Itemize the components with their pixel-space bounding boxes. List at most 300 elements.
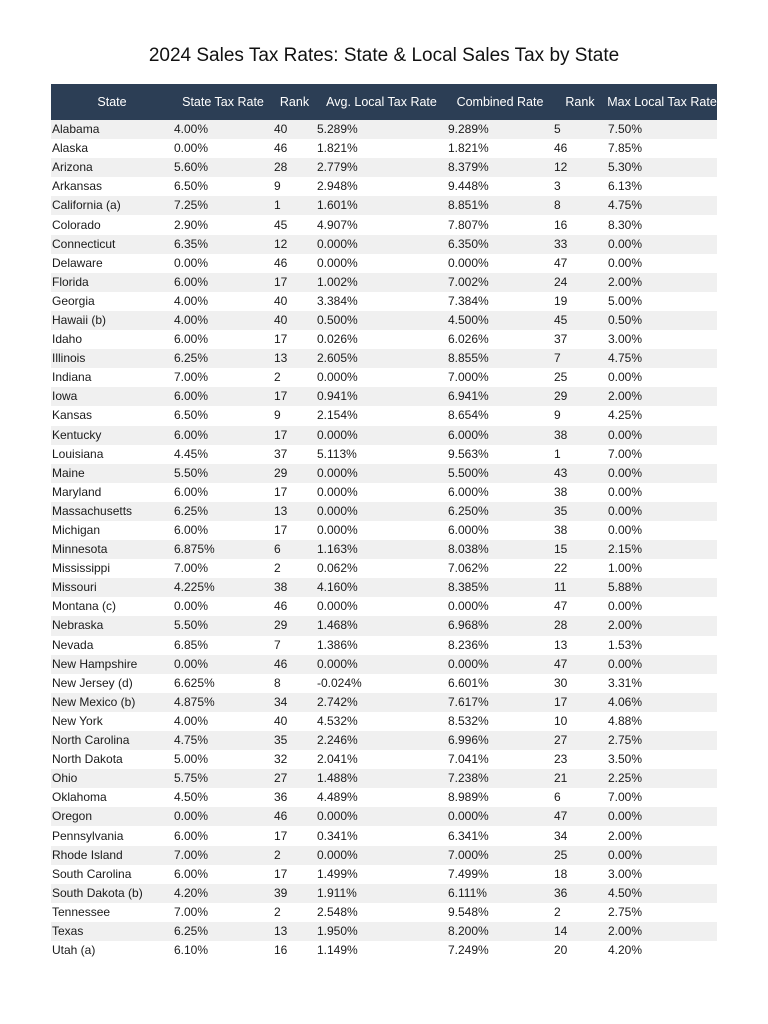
cell-avg-local-tax-rate: 1.601% <box>316 196 447 215</box>
cell-state-tax-rate: 4.50% <box>173 788 273 807</box>
cell-combined-rate: 7.002% <box>447 273 553 292</box>
table-row <box>51 177 717 196</box>
cell-combined-rank: 27 <box>553 731 607 750</box>
cell-combined-rate: 0.000% <box>447 597 553 616</box>
cell-avg-local-tax-rate: 5.289% <box>316 120 447 139</box>
cell-combined-rate: 5.500% <box>447 464 553 483</box>
cell-avg-local-tax-rate: 0.000% <box>316 464 447 483</box>
header-rank: Rank <box>273 84 316 120</box>
cell-combined-rate: 9.563% <box>447 445 553 464</box>
cell-combined-rank: 24 <box>553 273 607 292</box>
table-row <box>51 273 717 292</box>
cell-combined-rank: 5 <box>553 120 607 139</box>
cell-combined-rank: 6 <box>553 788 607 807</box>
table-row <box>51 292 717 311</box>
table-row <box>51 349 717 368</box>
cell-state-tax-rate: 4.875% <box>173 693 273 712</box>
cell-state: California (a) <box>51 196 173 215</box>
table-row <box>51 483 717 502</box>
cell-avg-local-tax-rate: 0.000% <box>316 254 447 273</box>
cell-avg-local-tax-rate: 0.000% <box>316 483 447 502</box>
cell-combined-rate: 8.851% <box>447 196 553 215</box>
table-row <box>51 330 717 349</box>
table-row <box>51 158 717 177</box>
cell-combined-rate: 6.996% <box>447 731 553 750</box>
cell-state-tax-rate: 0.00% <box>173 139 273 158</box>
cell-state: Alabama <box>51 120 173 139</box>
cell-avg-local-tax-rate: 1.468% <box>316 616 447 635</box>
cell-max-local-tax-rate: 2.00% <box>607 616 717 635</box>
cell-state-tax-rate: 6.00% <box>173 826 273 845</box>
cell-max-local-tax-rate: 7.00% <box>607 788 717 807</box>
cell-state: Oregon <box>51 807 173 826</box>
cell-rank: 2 <box>273 368 316 387</box>
cell-state: Maryland <box>51 483 173 502</box>
table-row <box>51 807 717 826</box>
cell-state-tax-rate: 4.00% <box>173 712 273 731</box>
cell-combined-rate: 7.000% <box>447 368 553 387</box>
table-row <box>51 578 717 597</box>
cell-combined-rate: 6.968% <box>447 616 553 635</box>
cell-rank: 2 <box>273 559 316 578</box>
table-row <box>51 502 717 521</box>
cell-state: Minnesota <box>51 540 173 559</box>
table-row <box>51 215 717 234</box>
cell-combined-rank: 36 <box>553 884 607 903</box>
cell-max-local-tax-rate: 0.00% <box>607 807 717 826</box>
cell-avg-local-tax-rate: 2.548% <box>316 903 447 922</box>
table-row <box>51 769 717 788</box>
cell-state: Alaska <box>51 139 173 158</box>
cell-combined-rank: 47 <box>553 597 607 616</box>
cell-state: South Dakota (b) <box>51 884 173 903</box>
cell-rank: 17 <box>273 273 316 292</box>
cell-state-tax-rate: 4.225% <box>173 578 273 597</box>
cell-combined-rank: 15 <box>553 540 607 559</box>
cell-max-local-tax-rate: 5.00% <box>607 292 717 311</box>
cell-state: New Hampshire <box>51 655 173 674</box>
cell-rank: 16 <box>273 941 316 960</box>
cell-max-local-tax-rate: 4.75% <box>607 196 717 215</box>
cell-rank: 2 <box>273 903 316 922</box>
cell-avg-local-tax-rate: 4.532% <box>316 712 447 731</box>
cell-combined-rank: 2 <box>553 903 607 922</box>
cell-state: Nebraska <box>51 616 173 635</box>
cell-state: Pennsylvania <box>51 826 173 845</box>
cell-combined-rank: 30 <box>553 674 607 693</box>
cell-state-tax-rate: 0.00% <box>173 807 273 826</box>
cell-combined-rate: 8.855% <box>447 349 553 368</box>
cell-combined-rate: 8.038% <box>447 540 553 559</box>
cell-avg-local-tax-rate: 2.779% <box>316 158 447 177</box>
cell-state: Louisiana <box>51 445 173 464</box>
cell-combined-rank: 21 <box>553 769 607 788</box>
cell-state: Hawaii (b) <box>51 311 173 330</box>
cell-state: Ohio <box>51 769 173 788</box>
cell-state-tax-rate: 5.50% <box>173 616 273 635</box>
cell-combined-rate: 6.026% <box>447 330 553 349</box>
cell-max-local-tax-rate: 7.85% <box>607 139 717 158</box>
table-row <box>51 139 717 158</box>
cell-avg-local-tax-rate: 0.000% <box>316 426 447 445</box>
cell-rank: 34 <box>273 693 316 712</box>
cell-avg-local-tax-rate: 3.384% <box>316 292 447 311</box>
sales-tax-table <box>51 84 717 960</box>
cell-state: Connecticut <box>51 235 173 254</box>
cell-max-local-tax-rate: 0.00% <box>607 502 717 521</box>
table-row <box>51 120 717 139</box>
cell-combined-rate: 7.617% <box>447 693 553 712</box>
cell-rank: 46 <box>273 139 316 158</box>
cell-combined-rate: 6.601% <box>447 674 553 693</box>
cell-avg-local-tax-rate: 0.500% <box>316 311 447 330</box>
cell-max-local-tax-rate: 5.30% <box>607 158 717 177</box>
cell-combined-rank: 47 <box>553 254 607 273</box>
cell-avg-local-tax-rate: 1.002% <box>316 273 447 292</box>
cell-state: Iowa <box>51 387 173 406</box>
cell-combined-rate: 9.289% <box>447 120 553 139</box>
cell-max-local-tax-rate: 7.50% <box>607 120 717 139</box>
cell-combined-rate: 9.448% <box>447 177 553 196</box>
cell-rank: 17 <box>273 387 316 406</box>
cell-avg-local-tax-rate: 0.026% <box>316 330 447 349</box>
cell-state-tax-rate: 6.25% <box>173 502 273 521</box>
table-row <box>51 235 717 254</box>
cell-rank: 9 <box>273 406 316 425</box>
table-row <box>51 254 717 273</box>
cell-rank: 46 <box>273 597 316 616</box>
cell-combined-rate: 1.821% <box>447 139 553 158</box>
cell-state-tax-rate: 6.00% <box>173 483 273 502</box>
cell-combined-rank: 11 <box>553 578 607 597</box>
cell-avg-local-tax-rate: 2.605% <box>316 349 447 368</box>
cell-rank: 7 <box>273 636 316 655</box>
cell-state: Maine <box>51 464 173 483</box>
table-row <box>51 368 717 387</box>
cell-combined-rate: 8.989% <box>447 788 553 807</box>
cell-state: North Dakota <box>51 750 173 769</box>
cell-combined-rank: 19 <box>553 292 607 311</box>
cell-max-local-tax-rate: 2.75% <box>607 903 717 922</box>
cell-state-tax-rate: 7.00% <box>173 903 273 922</box>
header-row <box>51 84 717 120</box>
cell-state-tax-rate: 6.85% <box>173 636 273 655</box>
cell-rank: 13 <box>273 922 316 941</box>
cell-max-local-tax-rate: 2.75% <box>607 731 717 750</box>
cell-state: Tennessee <box>51 903 173 922</box>
cell-combined-rank: 14 <box>553 922 607 941</box>
cell-combined-rank: 9 <box>553 406 607 425</box>
cell-state: Arkansas <box>51 177 173 196</box>
cell-combined-rate: 7.062% <box>447 559 553 578</box>
table-row <box>51 693 717 712</box>
table-row <box>51 311 717 330</box>
header-avg-local-tax-rate: Avg. Local Tax Rate <box>316 84 447 120</box>
cell-state-tax-rate: 7.00% <box>173 368 273 387</box>
cell-max-local-tax-rate: 0.00% <box>607 426 717 445</box>
cell-avg-local-tax-rate: 2.246% <box>316 731 447 750</box>
header-state: State <box>51 84 173 120</box>
cell-max-local-tax-rate: 2.00% <box>607 826 717 845</box>
cell-state-tax-rate: 0.00% <box>173 655 273 674</box>
cell-max-local-tax-rate: 0.00% <box>607 235 717 254</box>
cell-rank: 37 <box>273 445 316 464</box>
cell-max-local-tax-rate: 7.00% <box>607 445 717 464</box>
cell-combined-rate: 0.000% <box>447 254 553 273</box>
cell-combined-rank: 38 <box>553 483 607 502</box>
cell-combined-rank: 1 <box>553 445 607 464</box>
cell-rank: 40 <box>273 311 316 330</box>
cell-combined-rate: 6.000% <box>447 521 553 540</box>
cell-combined-rate: 6.941% <box>447 387 553 406</box>
cell-state-tax-rate: 7.25% <box>173 196 273 215</box>
cell-state-tax-rate: 5.75% <box>173 769 273 788</box>
cell-combined-rate: 6.000% <box>447 483 553 502</box>
cell-max-local-tax-rate: 6.13% <box>607 177 717 196</box>
cell-state: South Carolina <box>51 865 173 884</box>
cell-avg-local-tax-rate: 0.000% <box>316 846 447 865</box>
cell-combined-rate: 6.000% <box>447 426 553 445</box>
cell-state-tax-rate: 4.00% <box>173 292 273 311</box>
table-row <box>51 464 717 483</box>
cell-max-local-tax-rate: 1.53% <box>607 636 717 655</box>
cell-combined-rank: 13 <box>553 636 607 655</box>
cell-state: Idaho <box>51 330 173 349</box>
cell-combined-rate: 8.654% <box>447 406 553 425</box>
cell-avg-local-tax-rate: 0.000% <box>316 655 447 674</box>
cell-rank: 35 <box>273 731 316 750</box>
cell-combined-rate: 6.250% <box>447 502 553 521</box>
cell-state-tax-rate: 6.35% <box>173 235 273 254</box>
cell-avg-local-tax-rate: 2.742% <box>316 693 447 712</box>
cell-combined-rank: 28 <box>553 616 607 635</box>
table-row <box>51 865 717 884</box>
cell-state-tax-rate: 6.625% <box>173 674 273 693</box>
cell-combined-rate: 7.499% <box>447 865 553 884</box>
cell-avg-local-tax-rate: 0.341% <box>316 826 447 845</box>
cell-combined-rank: 16 <box>553 215 607 234</box>
cell-combined-rank: 10 <box>553 712 607 731</box>
table-row <box>51 445 717 464</box>
cell-combined-rank: 18 <box>553 865 607 884</box>
cell-combined-rate: 8.532% <box>447 712 553 731</box>
cell-state: Utah (a) <box>51 941 173 960</box>
cell-max-local-tax-rate: 0.00% <box>607 521 717 540</box>
cell-state-tax-rate: 7.00% <box>173 559 273 578</box>
cell-combined-rank: 47 <box>553 807 607 826</box>
cell-combined-rank: 38 <box>553 521 607 540</box>
table-row <box>51 521 717 540</box>
cell-avg-local-tax-rate: 0.000% <box>316 521 447 540</box>
cell-state: Colorado <box>51 215 173 234</box>
cell-state-tax-rate: 6.25% <box>173 349 273 368</box>
cell-max-local-tax-rate: 2.00% <box>607 273 717 292</box>
cell-max-local-tax-rate: 4.25% <box>607 406 717 425</box>
cell-max-local-tax-rate: 4.50% <box>607 884 717 903</box>
table-row <box>51 731 717 750</box>
table-row <box>51 788 717 807</box>
cell-avg-local-tax-rate: 1.821% <box>316 139 447 158</box>
cell-rank: 13 <box>273 349 316 368</box>
cell-state-tax-rate: 0.00% <box>173 254 273 273</box>
cell-max-local-tax-rate: 3.50% <box>607 750 717 769</box>
cell-combined-rate: 4.500% <box>447 311 553 330</box>
cell-state-tax-rate: 4.75% <box>173 731 273 750</box>
cell-combined-rank: 46 <box>553 139 607 158</box>
cell-rank: 40 <box>273 712 316 731</box>
cell-max-local-tax-rate: 0.00% <box>607 464 717 483</box>
cell-state-tax-rate: 6.00% <box>173 426 273 445</box>
table-row <box>51 559 717 578</box>
cell-avg-local-tax-rate: 2.948% <box>316 177 447 196</box>
cell-rank: 17 <box>273 483 316 502</box>
cell-state-tax-rate: 4.45% <box>173 445 273 464</box>
cell-state-tax-rate: 6.00% <box>173 330 273 349</box>
cell-state: Massachusetts <box>51 502 173 521</box>
table-row <box>51 540 717 559</box>
cell-avg-local-tax-rate: 2.154% <box>316 406 447 425</box>
cell-max-local-tax-rate: 3.00% <box>607 865 717 884</box>
cell-max-local-tax-rate: 4.88% <box>607 712 717 731</box>
cell-state-tax-rate: 5.50% <box>173 464 273 483</box>
cell-combined-rate: 8.200% <box>447 922 553 941</box>
cell-avg-local-tax-rate: 1.386% <box>316 636 447 655</box>
cell-rank: 17 <box>273 826 316 845</box>
cell-max-local-tax-rate: 0.00% <box>607 254 717 273</box>
cell-combined-rate: 7.807% <box>447 215 553 234</box>
header-max-local-tax-rate: Max Local Tax Rate <box>607 84 717 120</box>
cell-state-tax-rate: 6.00% <box>173 865 273 884</box>
table-row <box>51 616 717 635</box>
cell-rank: 12 <box>273 235 316 254</box>
cell-combined-rank: 17 <box>553 693 607 712</box>
cell-state: Illinois <box>51 349 173 368</box>
table-row <box>51 674 717 693</box>
cell-max-local-tax-rate: 5.88% <box>607 578 717 597</box>
cell-state-tax-rate: 6.00% <box>173 521 273 540</box>
cell-rank: 29 <box>273 464 316 483</box>
cell-avg-local-tax-rate: 1.149% <box>316 941 447 960</box>
cell-max-local-tax-rate: 2.25% <box>607 769 717 788</box>
cell-max-local-tax-rate: 0.50% <box>607 311 717 330</box>
table-row <box>51 196 717 215</box>
cell-avg-local-tax-rate: 1.911% <box>316 884 447 903</box>
cell-rank: 32 <box>273 750 316 769</box>
cell-combined-rank: 3 <box>553 177 607 196</box>
cell-rank: 27 <box>273 769 316 788</box>
cell-avg-local-tax-rate: 1.488% <box>316 769 447 788</box>
header-state-tax-rate: State Tax Rate <box>173 84 273 120</box>
cell-max-local-tax-rate: 2.00% <box>607 922 717 941</box>
cell-combined-rate: 8.385% <box>447 578 553 597</box>
page-title: 2024 Sales Tax Rates: State & Local Sales Tax by State <box>148 45 620 66</box>
cell-rank: 17 <box>273 330 316 349</box>
cell-rank: 40 <box>273 292 316 311</box>
cell-combined-rate: 8.236% <box>447 636 553 655</box>
cell-state: New Mexico (b) <box>51 693 173 712</box>
cell-state: Arizona <box>51 158 173 177</box>
cell-rank: 9 <box>273 177 316 196</box>
cell-state-tax-rate: 7.00% <box>173 846 273 865</box>
cell-combined-rank: 20 <box>553 941 607 960</box>
cell-state: Rhode Island <box>51 846 173 865</box>
cell-max-local-tax-rate: 4.75% <box>607 349 717 368</box>
cell-state: Oklahoma <box>51 788 173 807</box>
cell-state: Missouri <box>51 578 173 597</box>
cell-avg-local-tax-rate: 1.499% <box>316 865 447 884</box>
cell-avg-local-tax-rate: 4.160% <box>316 578 447 597</box>
cell-state: North Carolina <box>51 731 173 750</box>
cell-max-local-tax-rate: 3.31% <box>607 674 717 693</box>
cell-combined-rank: 37 <box>553 330 607 349</box>
cell-max-local-tax-rate: 2.00% <box>607 387 717 406</box>
cell-combined-rate: 8.379% <box>447 158 553 177</box>
cell-max-local-tax-rate: 0.00% <box>607 483 717 502</box>
cell-max-local-tax-rate: 0.00% <box>607 846 717 865</box>
cell-rank: 8 <box>273 674 316 693</box>
cell-avg-local-tax-rate: 4.489% <box>316 788 447 807</box>
header-combined-rate: Combined Rate <box>447 84 553 120</box>
table-row <box>51 597 717 616</box>
cell-avg-local-tax-rate: 5.113% <box>316 445 447 464</box>
cell-combined-rank: 35 <box>553 502 607 521</box>
cell-state: Montana (c) <box>51 597 173 616</box>
cell-combined-rank: 12 <box>553 158 607 177</box>
cell-rank: 46 <box>273 807 316 826</box>
cell-combined-rank: 34 <box>553 826 607 845</box>
table-row <box>51 903 717 922</box>
cell-max-local-tax-rate: 0.00% <box>607 597 717 616</box>
cell-state: Nevada <box>51 636 173 655</box>
cell-state: Mississippi <box>51 559 173 578</box>
cell-max-local-tax-rate: 4.20% <box>607 941 717 960</box>
table-row <box>51 387 717 406</box>
cell-combined-rank: 7 <box>553 349 607 368</box>
cell-avg-local-tax-rate: 0.000% <box>316 597 447 616</box>
table-row <box>51 941 717 960</box>
cell-combined-rank: 23 <box>553 750 607 769</box>
cell-rank: 38 <box>273 578 316 597</box>
cell-rank: 17 <box>273 865 316 884</box>
cell-combined-rate: 6.111% <box>447 884 553 903</box>
table-header <box>51 84 717 120</box>
cell-combined-rate: 7.238% <box>447 769 553 788</box>
cell-state-tax-rate: 5.00% <box>173 750 273 769</box>
cell-state-tax-rate: 5.60% <box>173 158 273 177</box>
cell-rank: 36 <box>273 788 316 807</box>
cell-combined-rate: 7.384% <box>447 292 553 311</box>
cell-state: Georgia <box>51 292 173 311</box>
cell-avg-local-tax-rate: 0.062% <box>316 559 447 578</box>
cell-rank: 1 <box>273 196 316 215</box>
cell-rank: 29 <box>273 616 316 635</box>
cell-state-tax-rate: 6.10% <box>173 941 273 960</box>
cell-state-tax-rate: 6.00% <box>173 273 273 292</box>
cell-avg-local-tax-rate: 2.041% <box>316 750 447 769</box>
cell-rank: 39 <box>273 884 316 903</box>
cell-combined-rate: 6.341% <box>447 826 553 845</box>
cell-avg-local-tax-rate: 0.941% <box>316 387 447 406</box>
cell-state-tax-rate: 6.50% <box>173 177 273 196</box>
cell-rank: 13 <box>273 502 316 521</box>
cell-rank: 46 <box>273 655 316 674</box>
table-row <box>51 426 717 445</box>
table-row <box>51 846 717 865</box>
cell-combined-rank: 47 <box>553 655 607 674</box>
table-body <box>51 120 717 960</box>
table-row <box>51 655 717 674</box>
cell-combined-rank: 8 <box>553 196 607 215</box>
